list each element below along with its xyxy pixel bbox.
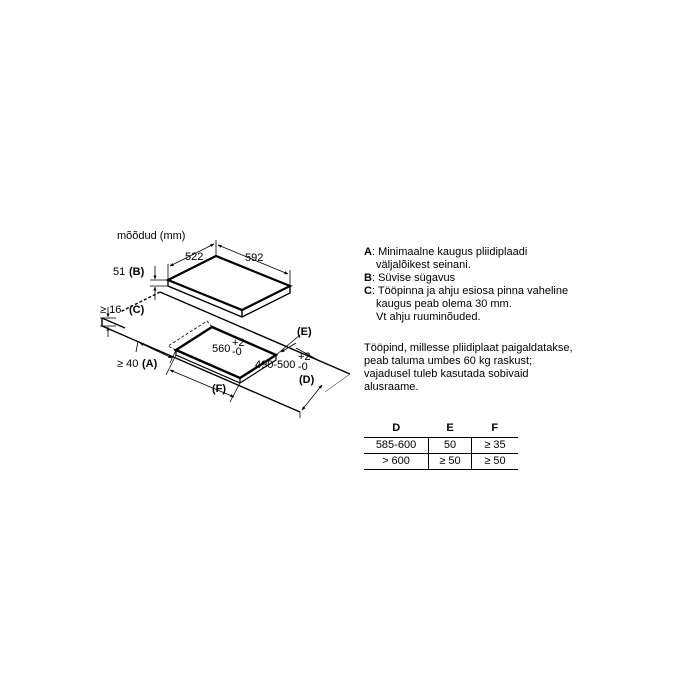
hob-drawing	[168, 256, 290, 317]
hob-dimensions	[150, 240, 290, 300]
worktop-note	[364, 342, 664, 394]
legend-text-c-cont: kaugus peab olema 30 mm.	[376, 298, 512, 310]
table-cell: ≥ 50	[429, 454, 472, 470]
label-c: (C)	[129, 304, 145, 316]
legend-text-c: : Tööpinna ja ahju esiosa pinna vaheline	[371, 285, 569, 297]
label-d: (D)	[299, 374, 315, 386]
legend-item-b	[364, 272, 664, 285]
label-f: (F)	[212, 383, 227, 395]
legend-key-a: A	[364, 246, 372, 258]
table-header-e: E	[446, 422, 454, 434]
cutout-depth-tol-plus: +2	[298, 351, 311, 363]
table-cell: > 600	[364, 454, 429, 470]
legend-text-c-cont2: Vt ahju ruuminõuded.	[376, 311, 481, 323]
legend-key-c: C	[364, 285, 372, 297]
cutout-width-tol-minus: -0	[232, 346, 242, 358]
note-line-3: vajadusel tuleb kasutada sobivaid	[364, 368, 529, 380]
dim-c-value: ≥ 16	[100, 304, 122, 316]
legend-item-a	[364, 246, 664, 259]
cutout-width: 560	[212, 343, 231, 355]
note-line-4: alusraame.	[364, 381, 419, 393]
label-e: (E)	[297, 326, 312, 338]
table-cell: ≥ 50	[472, 454, 519, 470]
cutout-depth-tol-minus: -0	[298, 361, 308, 373]
table-header-d: D	[392, 422, 401, 434]
table-cell: 585-600	[364, 438, 429, 454]
table-row	[364, 454, 518, 470]
table-header-row	[364, 420, 518, 438]
table-cell: ≥ 35	[472, 438, 519, 454]
table-header-f: F	[491, 422, 499, 434]
legend-text-b: : Süvise sügavus	[371, 272, 456, 284]
label-a: (A)	[142, 358, 158, 370]
units-label: mõõdud (mm)	[117, 230, 186, 242]
legend-text-a: : Minimaalne kaugus pliidiplaadi	[371, 246, 528, 258]
note-line-2: peab taluma umbes 60 kg raskust;	[364, 355, 533, 367]
cutout-width-tol-plus: +2	[232, 337, 245, 349]
dim-height: 51	[113, 266, 126, 278]
cutout-depth: 490-500	[255, 359, 296, 371]
dim-a-value: ≥ 40	[117, 358, 139, 370]
table-cell: 50	[429, 438, 472, 454]
dim-depth: 522	[185, 251, 204, 263]
legend-item-c	[364, 285, 664, 298]
note-line-1: Tööpind, millesse pliidiplaat paigaldatakse,	[364, 342, 573, 354]
legend-key-b: B	[364, 272, 372, 284]
dim-width: 592	[245, 252, 264, 264]
legend-text-a-cont: väljalõikest seinani.	[376, 259, 471, 271]
label-b: (B)	[129, 266, 145, 278]
dimension-table	[364, 420, 518, 470]
table-row	[364, 438, 518, 454]
legend	[364, 246, 664, 324]
